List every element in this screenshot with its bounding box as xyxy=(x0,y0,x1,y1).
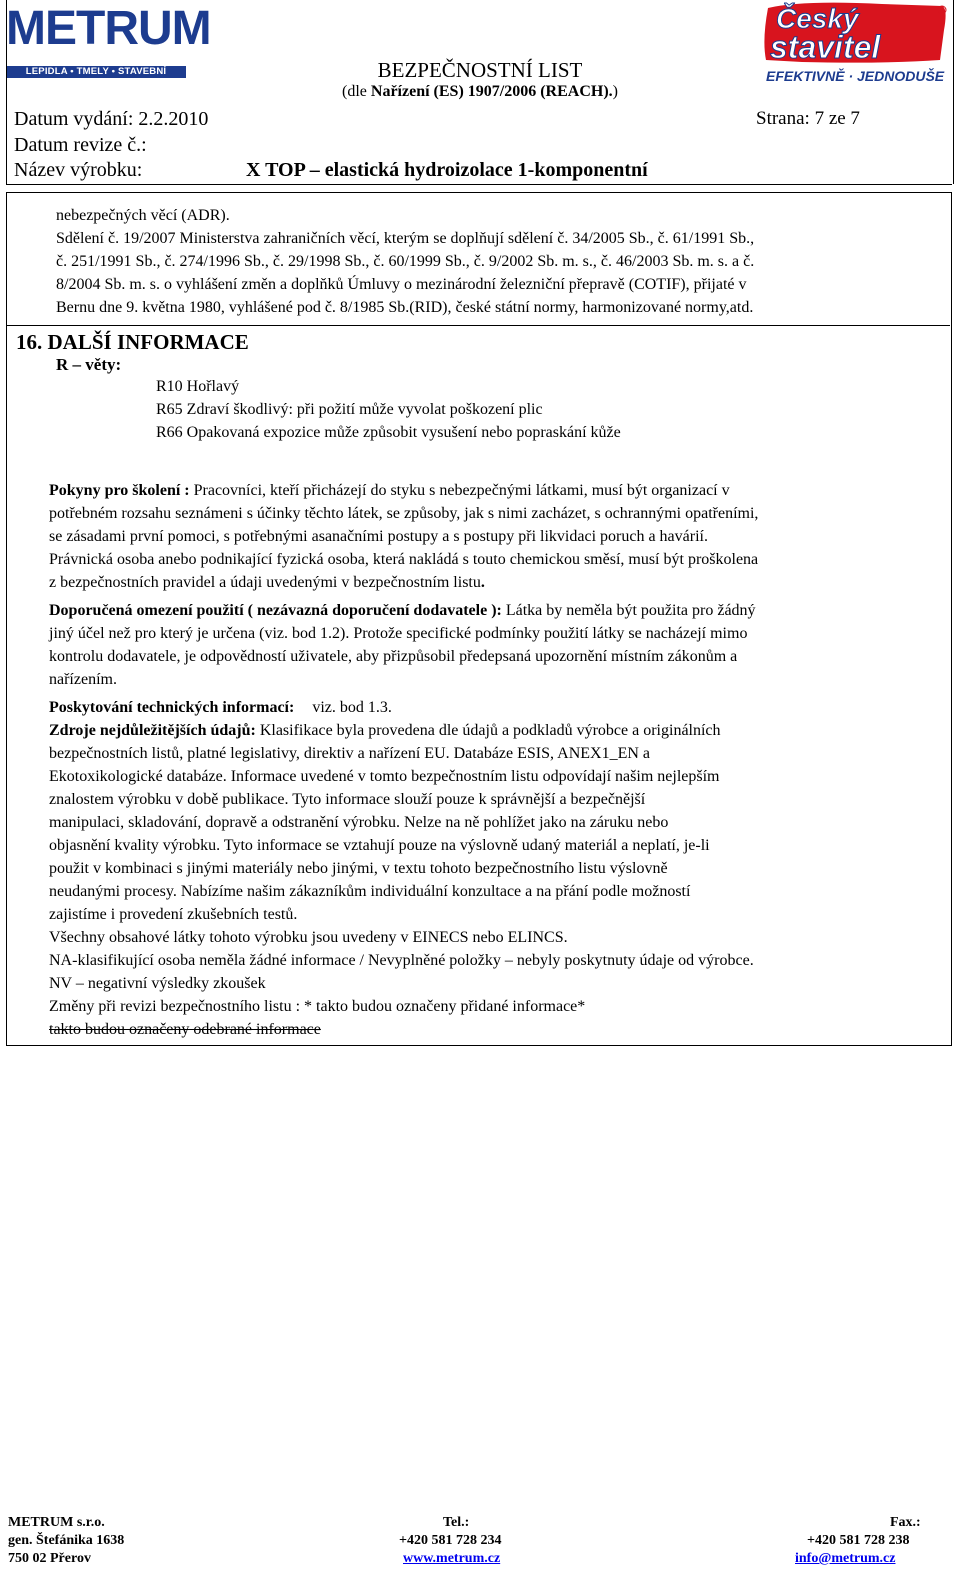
sources-line: objasnění kvality výrobku. Tyto informace se vztahují pouze na výslovně udaný materiál a neplatí, je-li xyxy=(49,837,710,854)
body-line: Sdělení č. 19/2007 Ministerstva zahraničních věcí, kterým se doplňují sdělení č. 34/2005 Sb., č. 61/1991 Sb., xyxy=(56,230,755,247)
footer-web[interactable]: www.metrum.cz xyxy=(403,1551,501,1566)
header-divider xyxy=(6,184,952,185)
document-title: BEZPEČNOSTNÍ LIST xyxy=(377,58,583,82)
body-line: Bernu dne 9. května 1980, vyhlášené pod č. 8/1985 Sb.(RID), české státní normy, harmonizované normy,atd. xyxy=(56,299,754,316)
sources-line: Ekotoxikologické databáze. Informace uvedené v tomto bezpečnostním listu odpovídají našim nejlepším xyxy=(49,768,720,785)
training-line xyxy=(49,571,485,594)
training-end: . xyxy=(480,574,485,591)
r-phrase: R10 Hořlavý xyxy=(156,378,240,395)
restriction-line xyxy=(49,599,756,622)
r-phrases-label: R – věty: xyxy=(56,355,122,374)
training-text: z bezpečnostních pravidel a údaji uvedenými v bezpečnostním listu xyxy=(49,574,481,591)
footer-city: 750 02 Přerov xyxy=(8,1551,91,1566)
restriction-line: jiný účel než pro který je určena (viz. bod 1.2). Protože specifické podmínky použití látky se nacházejí mimo xyxy=(49,625,748,642)
struck-line: takto budou označeny odebrané informace xyxy=(49,1021,321,1038)
footer-fax: +420 581 728 238 xyxy=(807,1533,910,1548)
subtitle-prefix: (dle xyxy=(342,83,371,100)
footer-web-link[interactable] xyxy=(403,1550,500,1568)
logo-right-line1: Český xyxy=(776,3,859,34)
training-text: Pracovníci, kteří přicházejí do styku s nebezpečnými látkami, musí být organizací v xyxy=(189,482,730,499)
metrum-logo-tagline: LEPIDLA • TMELY • STAVEBNÍ CHEMIE xyxy=(6,66,186,78)
page-number: Strana: 7 ze 7 xyxy=(756,108,860,129)
restriction-label: Doporučená omezení použití ( nezávazná doporučení dodavatele ): xyxy=(49,602,502,619)
subtitle-regulation: Nařízení (ES) 1907/2006 (REACH). xyxy=(370,83,613,100)
metrum-logo xyxy=(6,2,211,89)
tech-info-value: viz. bod 1.3. xyxy=(312,699,392,716)
r-phrase: R65 Zdraví škodlivý: při požití může vyvolat poškození plic xyxy=(156,401,543,418)
cesky-stavitel-logo xyxy=(762,0,952,88)
subtitle-suffix: ) xyxy=(612,83,618,100)
metrum-logo-word: METRUM xyxy=(6,2,211,55)
training-line: se zásadami první pomoci, s potřebnými asanačními postupy a s postupy při likvidaci poruch a havárií. xyxy=(49,528,708,545)
sources-line: bezpečnostních listů, platné legislativy, direktiv a nařízení EU. Databáze ESIS, ANEX1_EN a xyxy=(49,745,651,762)
product-label: Název výrobku: xyxy=(14,159,143,181)
r-phrase: R66 Opakovaná expozice může způsobit vysušení nebo popraskání kůže xyxy=(156,424,621,441)
sources-line xyxy=(49,719,721,742)
revision-date: Datum revize č.: xyxy=(14,134,147,156)
sources-line: manipulaci, skladování, dopravě a odstranění výrobku. Nelze na ně pohlížet jako na záruku nebo xyxy=(49,814,669,831)
sources-line: znalostem výrobku v době publikace. Tyto informace slouží pouze k správnější a bezpečnější xyxy=(49,791,646,808)
sources-line: použit v kombinaci s jinými materiály nebo jinými, v textu tohoto bezpečnostního listu výslovně xyxy=(49,860,668,877)
restriction-line: nařízením. xyxy=(49,671,117,688)
sources-label: Zdroje nejdůležitějších údajů: xyxy=(49,722,256,739)
sources-line: NA-klasifikující osoba neměla žádné informace / Nevyplněné položky – nebyly poskytnuty údaje od výrobce. xyxy=(49,952,754,969)
training-line: potřebném rozsahu seznámeni s účinky těchto látek, se způsoby, jak s nimi zacházet, s ochrannými opatřeními, xyxy=(49,505,759,522)
cesky-stavitel-logo-shape xyxy=(762,0,952,68)
section-16-title: 16. DALŠÍ INFORMACE xyxy=(16,330,249,354)
issue-date: Datum vydání: 2.2.2010 xyxy=(14,108,209,130)
body-line: č. 251/1991 Sb., č. 274/1996 Sb., č. 29/1998 Sb., č. 60/1999 Sb., č. 9/2002 Sb. m. s., č. 46/2003 Sb. m. s. a č. xyxy=(56,253,755,270)
tech-info-line xyxy=(49,696,392,719)
training-line: Právnická osoba anebo podnikající fyzická osoba, která nakládá s touto chemickou směsí, musí být proškolena xyxy=(49,551,759,568)
logo-right-line2: stavitel xyxy=(770,29,881,65)
body-line: nebezpečných věcí (ADR). xyxy=(56,207,230,224)
training-label: Pokyny pro školení : xyxy=(49,482,190,499)
footer-fax-label: Fax.: xyxy=(890,1515,921,1530)
product-name: X TOP – elastická hydroizolace 1-komponentní xyxy=(246,159,648,181)
logo-right-slogan: EFEKTIVNĚ · JEDNODUŠE xyxy=(766,68,945,84)
footer-tel: +420 581 728 234 xyxy=(399,1533,502,1548)
footer-company: METRUM s.r.o. xyxy=(8,1515,105,1530)
sources-line: Změny při revizi bezpečnostního listu : * takto budou označeny přidané informace* xyxy=(49,998,586,1015)
footer-street: gen. Štefánika 1638 xyxy=(8,1533,125,1548)
training-line xyxy=(49,479,730,502)
body-line: 8/2004 Sb. m. s. o vyhlášení změn a doplňků Úmluvy o mezinárodní železniční přepravě (COTIF), přijaté v xyxy=(56,276,747,293)
sources-line: zajistíme i provedení zkušebních testů. xyxy=(49,906,298,923)
sources-text: Klasifikace byla provedena dle údajů a podkladů výrobce a originálních xyxy=(255,722,721,739)
footer-email[interactable]: info@metrum.cz xyxy=(795,1551,896,1566)
sources-line: neudanými procesy. Nabízíme našim zákazníkům individuální konzultace a na přání podle možností xyxy=(49,883,691,900)
sources-line: NV – negativní výsledky zkoušek xyxy=(49,975,266,992)
footer-email-link[interactable] xyxy=(795,1550,896,1568)
footer-tel-label: Tel.: xyxy=(443,1515,470,1530)
tech-info-label: Poskytování technických informací: xyxy=(49,699,295,716)
restriction-line: kontrolu dodavatele, je odpovědností uživatele, aby přizpůsobil předepsaná upozornění místním zákonům a xyxy=(49,648,738,665)
sources-line: Všechny obsahové látky tohoto výrobku jsou uvedeny v EINECS nebo ELINCS. xyxy=(49,929,568,946)
restriction-text: Látka by neměla být použita pro žádný xyxy=(501,602,756,619)
document-subtitle xyxy=(280,82,680,102)
